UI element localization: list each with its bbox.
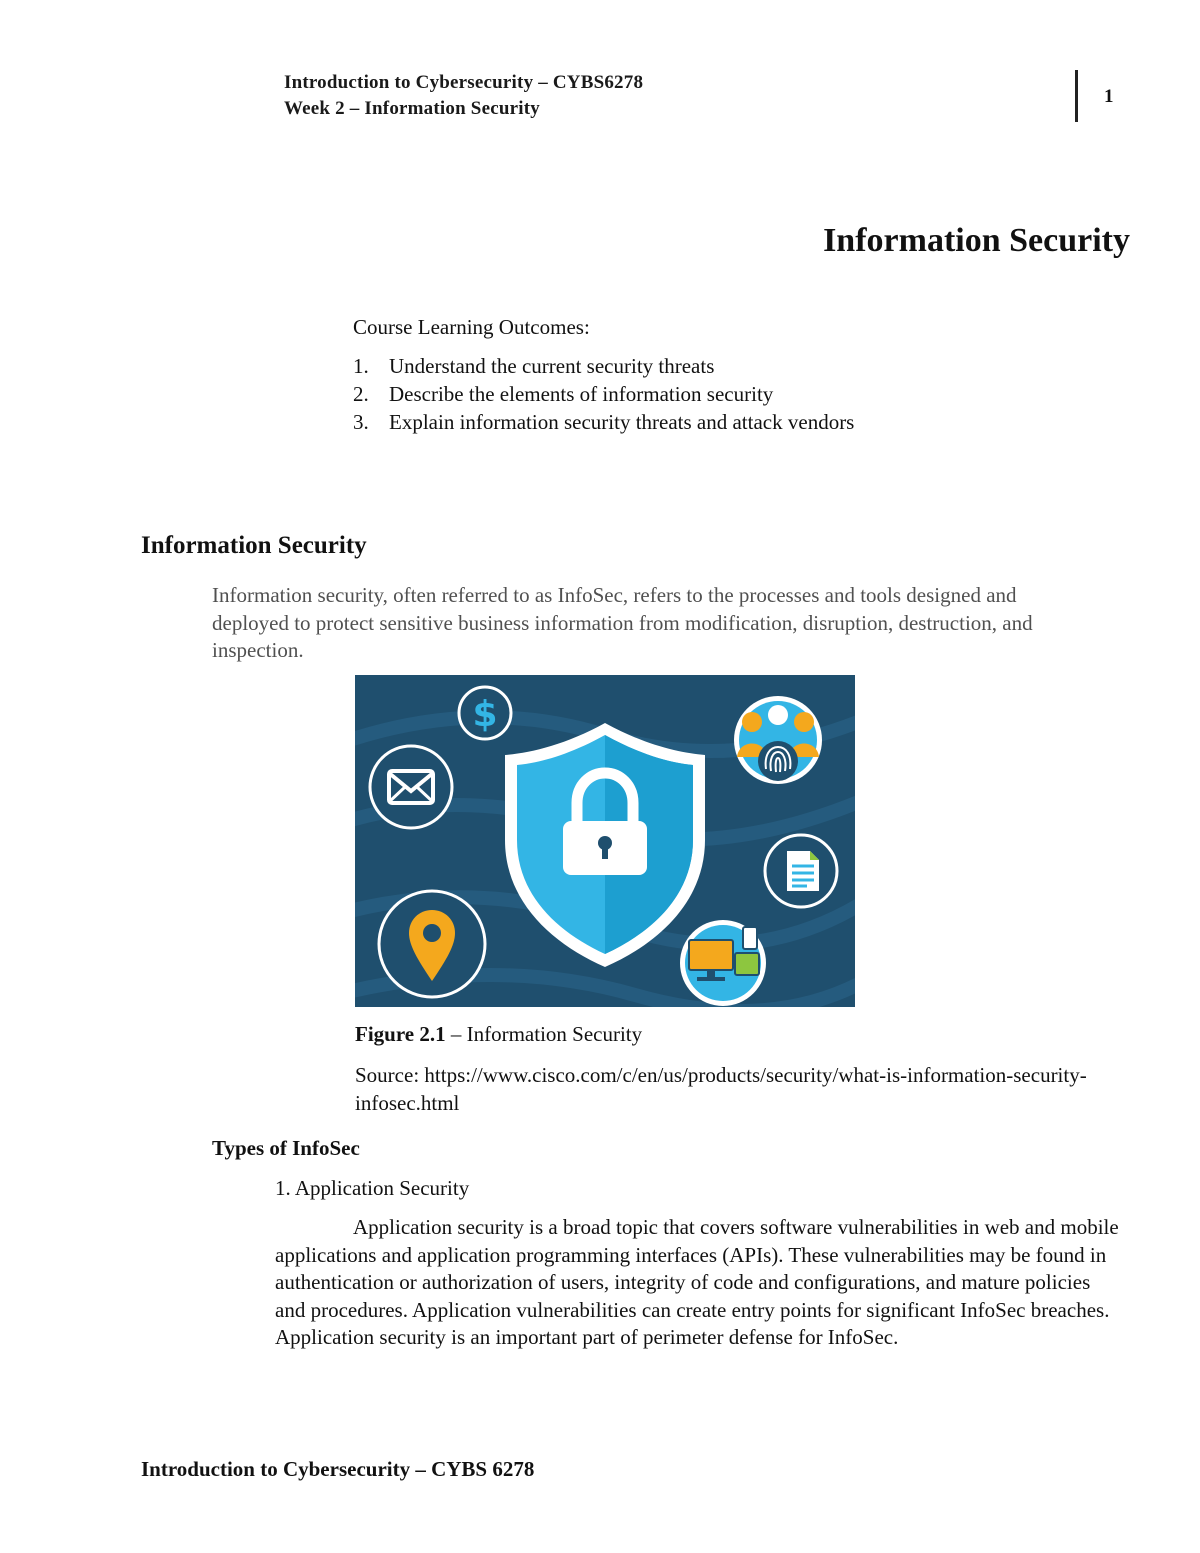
header-week-title: Week 2 – Information Security: [284, 98, 540, 119]
figure-caption: [355, 1022, 642, 1047]
outcome-item: 3. Explain information security threats and attack vendors: [353, 410, 855, 434]
outcomes-list: [353, 352, 854, 436]
infosec-illustration: [355, 675, 855, 1007]
fingerprint-icon: [734, 696, 822, 784]
devices-icon: [680, 920, 766, 1006]
application-security-paragraph: Application security is a broad topic that covers software vulnerabilities in web and mobile applications and application programming interfaces (APIs). These vulnerabilities may be found in authentication or authorization of users, integrity of code and configurations, and mature policies and procedures. Application vulnerabilities can create entry points for significant InfoSec breaches. Application security is an important part of perimeter defense for InfoSec.: [275, 1215, 1119, 1350]
page-title: Information Security: [823, 222, 1130, 259]
location-pin-icon: [379, 891, 485, 997]
intro-paragraph: Information security, often referred to as InfoSec, refers to the processes and tools designed and deployed to protect sensitive business information from modification, disruption, destruction, and inspection.: [212, 583, 1033, 662]
header-divider: [1075, 70, 1078, 122]
figure-label: Figure 2.1: [355, 1022, 446, 1046]
figure-source: Source: https://www.cisco.com/c/en/us/products/security/what-is-information-security-infosec.html: [355, 1063, 1087, 1115]
header-course-title: Introduction to Cybersecurity – CYBS6278: [284, 72, 644, 93]
outcomes-heading: Course Learning Outcomes:: [353, 315, 590, 339]
application-security-heading: 1. Application Security: [275, 1176, 470, 1200]
dollar-icon: [459, 687, 511, 739]
figure-caption-text: – Information Security: [445, 1022, 643, 1046]
svg-text:$: $: [472, 694, 498, 735]
document-icon: [765, 835, 837, 907]
page-footer: Introduction to Cybersecurity – CYBS 6278: [141, 1457, 535, 1481]
mail-icon: [370, 746, 452, 828]
outcome-item: 2. Describe the elements of information security: [353, 382, 774, 406]
types-heading: Types of InfoSec: [212, 1136, 360, 1160]
page-number: 1: [1104, 86, 1114, 107]
outcome-item: 1. Understand the current security threats: [353, 354, 715, 378]
section-heading: Information Security: [141, 532, 367, 559]
